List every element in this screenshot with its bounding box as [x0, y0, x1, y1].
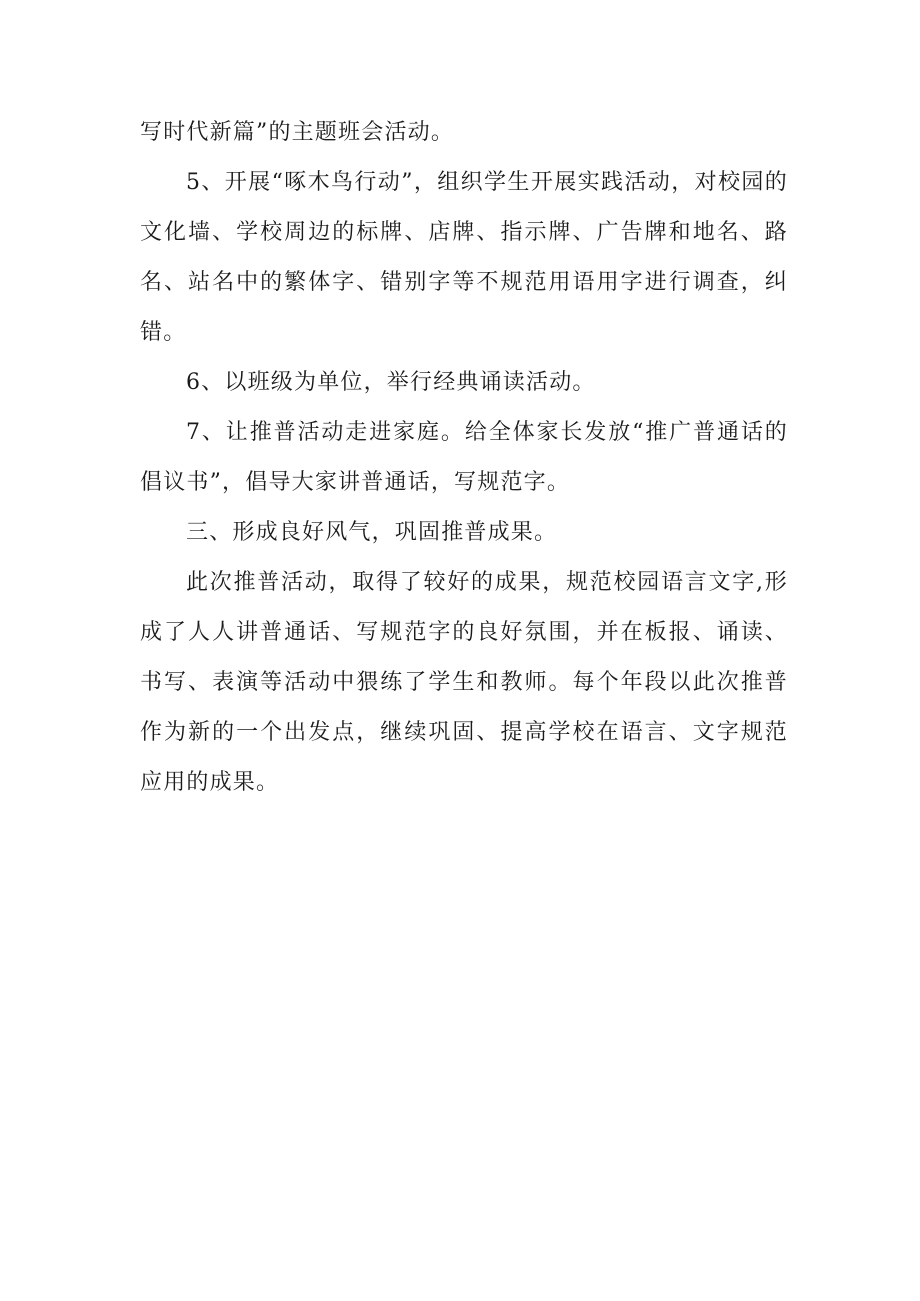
paragraph-item-7: 7、让推普活动走进家庭。给全体家长发放“推广普通话的倡议书”，倡导大家讲普通话，写规范字。 — [140, 420, 788, 495]
paragraph-continuation: 写时代新篇”的主题班会活动。 — [140, 120, 455, 145]
paragraph-summary: 此次推普活动，取得了较好的成果，规范校园语言文字,形成了人人讲普通话、写规范字的良好氛围，并在板报、诵读、书写、表演等活动中猥练了学生和教师。每个年段以此次推普作为新的一个出发点，继续巩固、提高学校在语言、文字规范应用的成果。 — [140, 570, 788, 795]
document-page — [140, 108, 788, 808]
paragraph-item-5: 5、开展“啄木鸟行动”，组织学生开展实践活动，对校园的文化墙、学校周边的标牌、店牌、指示牌、广告牌和地名、路名、站名中的繁体字、错别字等不规范用语用字进行调查，纠错。 — [140, 170, 788, 345]
paragraph-item-6: 6、以班级为单位，举行经典诵读活动。 — [186, 370, 596, 395]
section-heading-3: 三、形成良好风气，巩固推普成果。 — [186, 520, 558, 545]
